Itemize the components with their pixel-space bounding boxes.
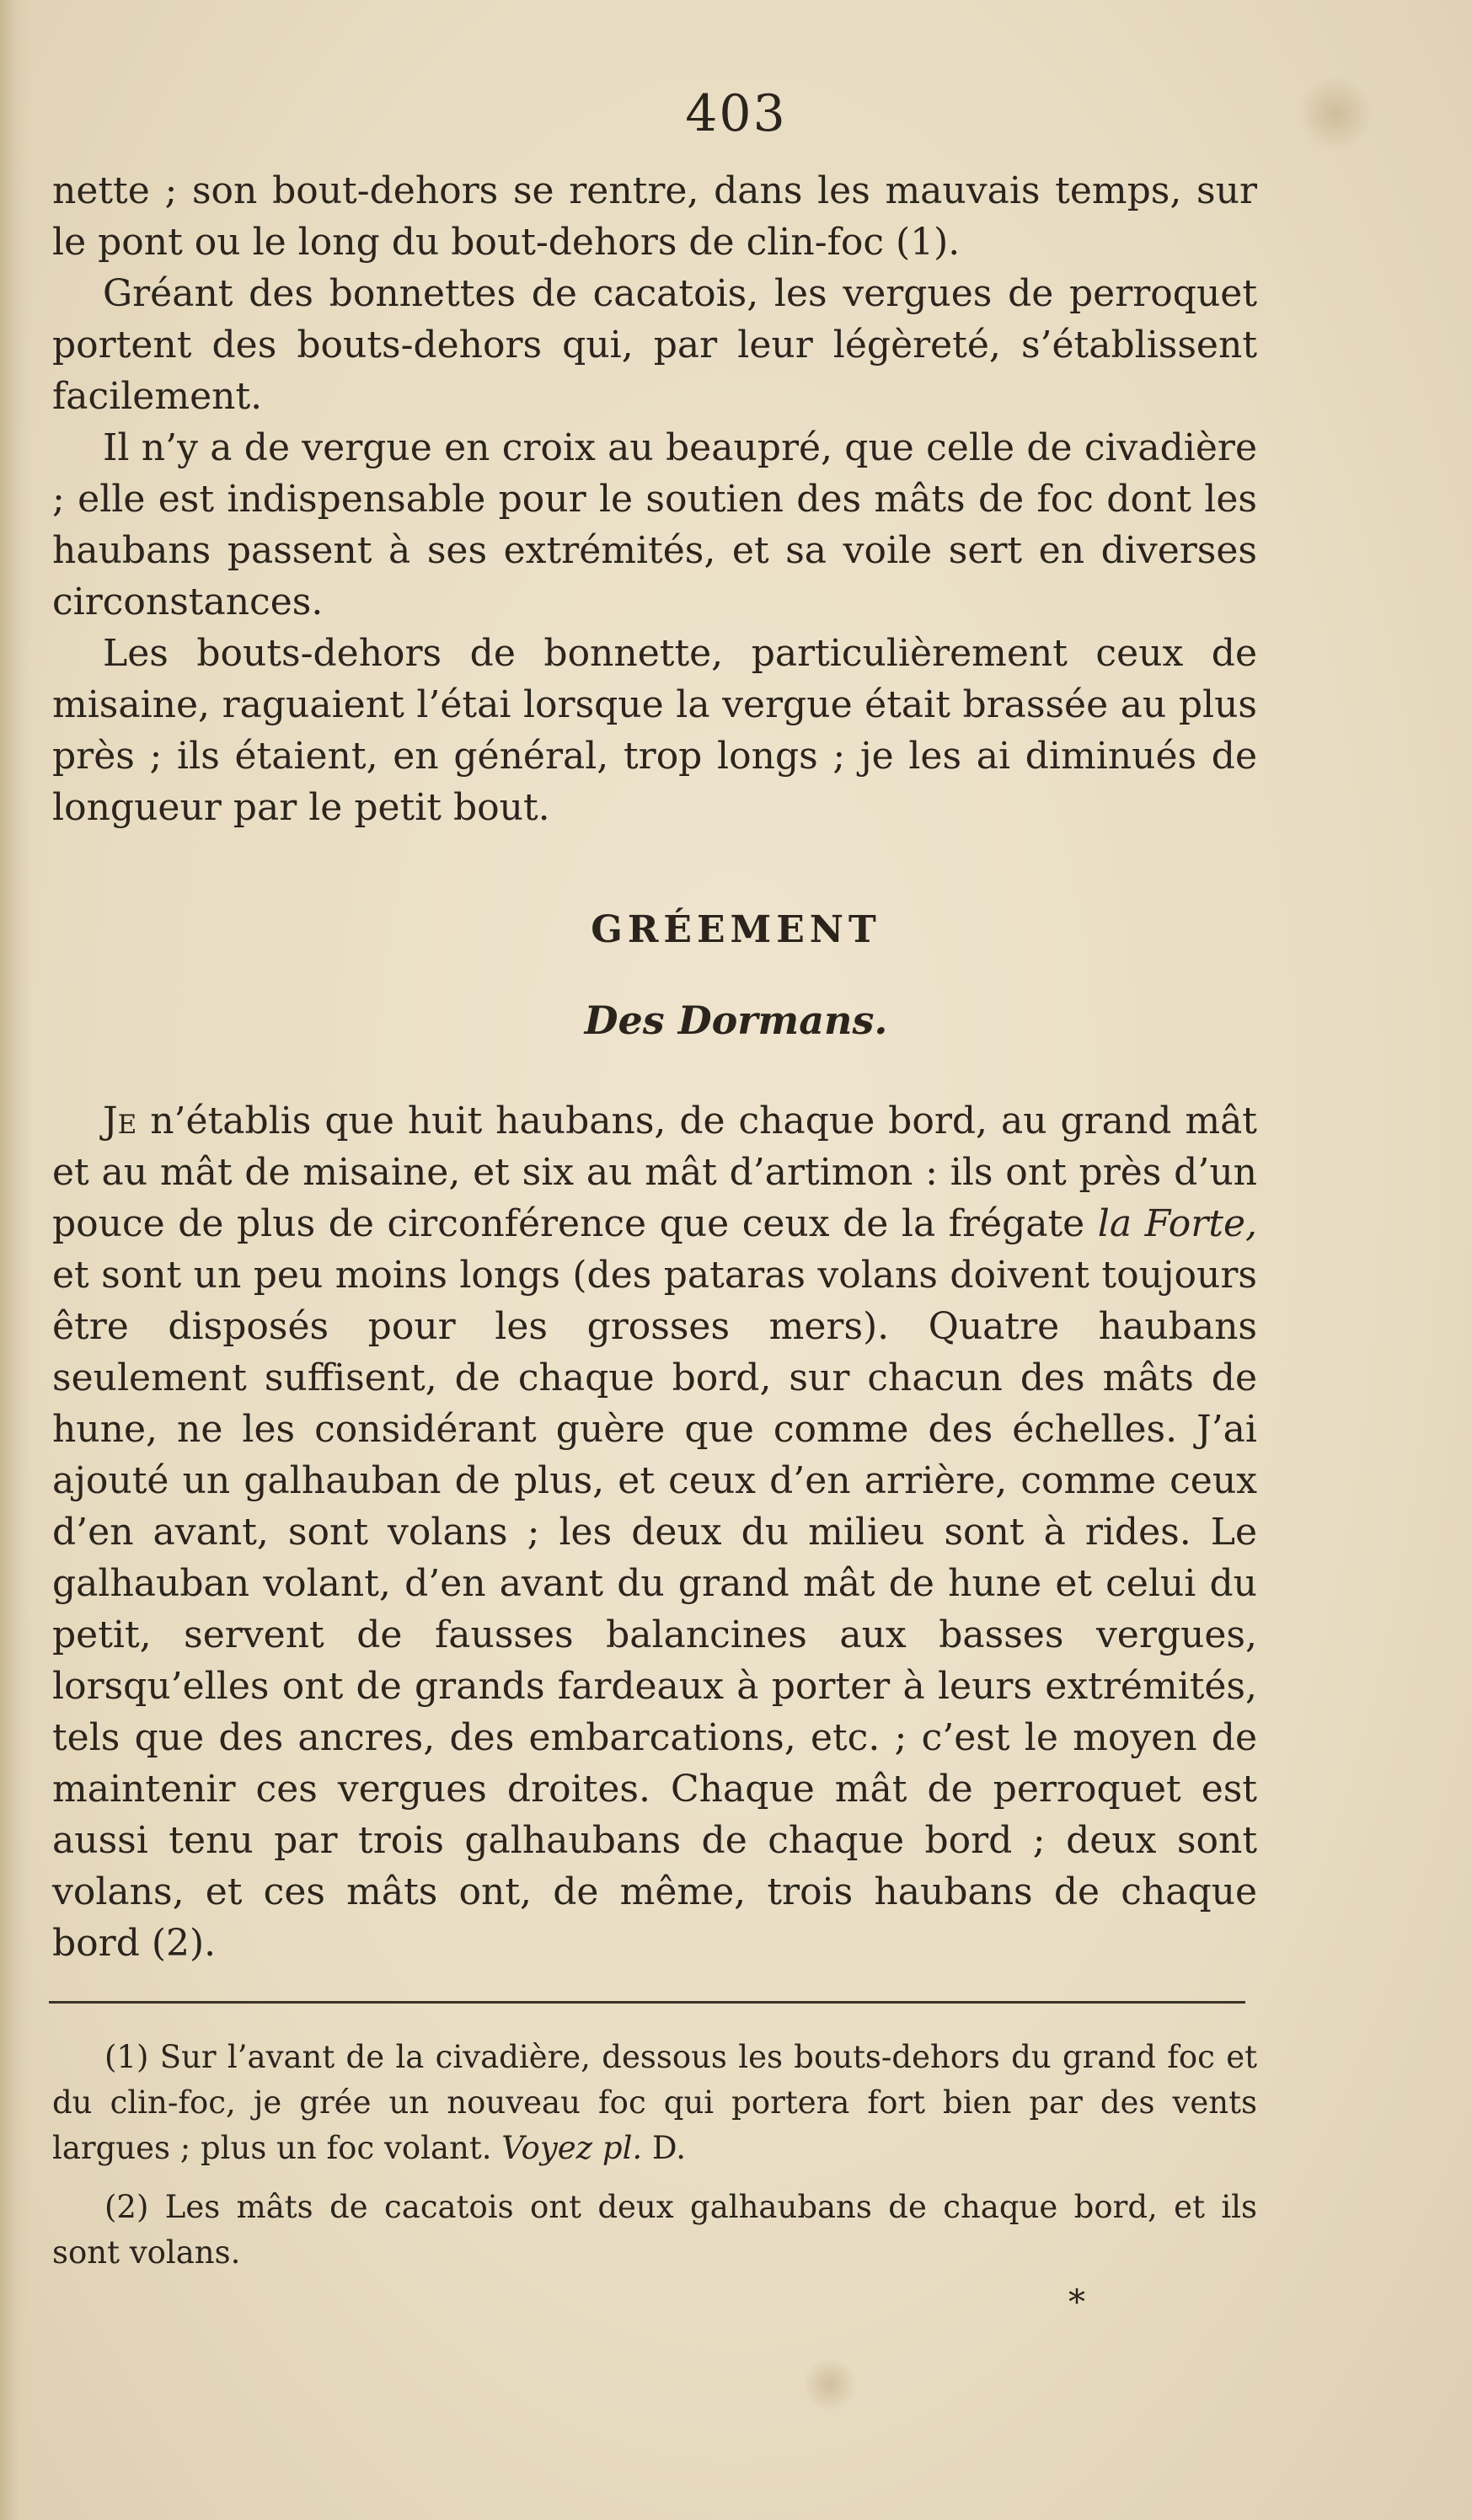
lead-word: Je: [103, 1099, 137, 1142]
footnote-1-tail: D.: [642, 2130, 687, 2166]
signature-mark: *: [1068, 2283, 1085, 2322]
footnote-1-italic: Voyez pl.: [501, 2130, 643, 2166]
paragraph-continuation: nette ; son bout-dehors se rentre, dans les mauvais temps, sur le pont ou le long du bout-dehors de clin-foc (1).: [52, 169, 1257, 264]
page-number: 403: [685, 84, 787, 143]
section-title: GRÉEMENT: [591, 908, 881, 951]
top-text-block: [52, 165, 1257, 833]
ship-name-italic: la Forte,: [1097, 1202, 1257, 1245]
footnote-1: [52, 2035, 1257, 2171]
paper-stain: [800, 2359, 859, 2410]
page-gutter-shadow: [0, 0, 32, 2520]
footnote-1-text: (1) Sur l’avant de la civadière, dessous les bouts-dehors du grand foc et du clin-foc, je grée un nouveau foc qui portera fort bien par des vents largues ; plus un foc volant.: [52, 2039, 1257, 2166]
paragraph: Gréant des bonnettes de cacatois, les vergues de perroquet portent des bouts-dehors qui, par leur légèreté, s’établissent facilement.: [52, 272, 1257, 418]
main-paragraph: [52, 1095, 1257, 1969]
paragraph: Les bouts-dehors de bonnette, particulièrement ceux de misaine, raguaient l’étai lorsque la vergue était brassée au plus près ; ils étaient, en général, trop longs ; je les ai diminués de longueur par le petit bout.: [52, 632, 1257, 829]
footnote-rule: [49, 2001, 1245, 2004]
footnotes: [52, 2035, 1257, 2289]
paragraph: Il n’y a de vergue en croix au beaupré, que celle de civadière ; elle est indispensable pour le soutien des mâts de foc dont les haubans passent à ses extrémités, et sa voile sert en diverses circonstances.: [52, 426, 1257, 623]
main-paragraph-text-continued: et sont un peu moins longs (des pataras volans doivent toujours être disposés pour les grosses mers). Quatre haubans seulement suffisent, de chaque bord, sur chacun des mâts de hune, ne les considérant guère que comme des échelles. J’ai ajouté un galhauban de plus, et ceux d’en arrière, comme ceux d’en avant, sont volans ; les deux du milieu sont à rides. Le galhauban volant, d’en avant du grand mât de hune et celui du petit, servent de fausses balancines aux basses vergues, lorsqu’elles ont de grands fardeaux à porter à leurs extrémités, tels que des ancres, des embarcations, etc. ; c’est le moyen de maintenir ces vergues droites. Chaque mât de perroquet est aussi tenu par trois galhaubans de chaque bord ; deux sont volans, et ces mâts ont, de même, trois haubans de chaque bord (2).: [52, 1254, 1257, 1965]
section-subtitle: Des Dormans.: [584, 998, 888, 1043]
footnote-2: (2) Les mâts de cacatois ont deux galhaubans de chaque bord, et ils sont volans.: [52, 2189, 1257, 2271]
main-paragraph-text: n’établis que huit haubans, de chaque bord, au grand mât et au mât de misaine, et six au mât d’artimon : ils ont près d’un pouce de plus de circonférence que ceux de la frégate: [52, 1099, 1257, 1245]
main-text-block: [52, 1095, 1257, 1969]
